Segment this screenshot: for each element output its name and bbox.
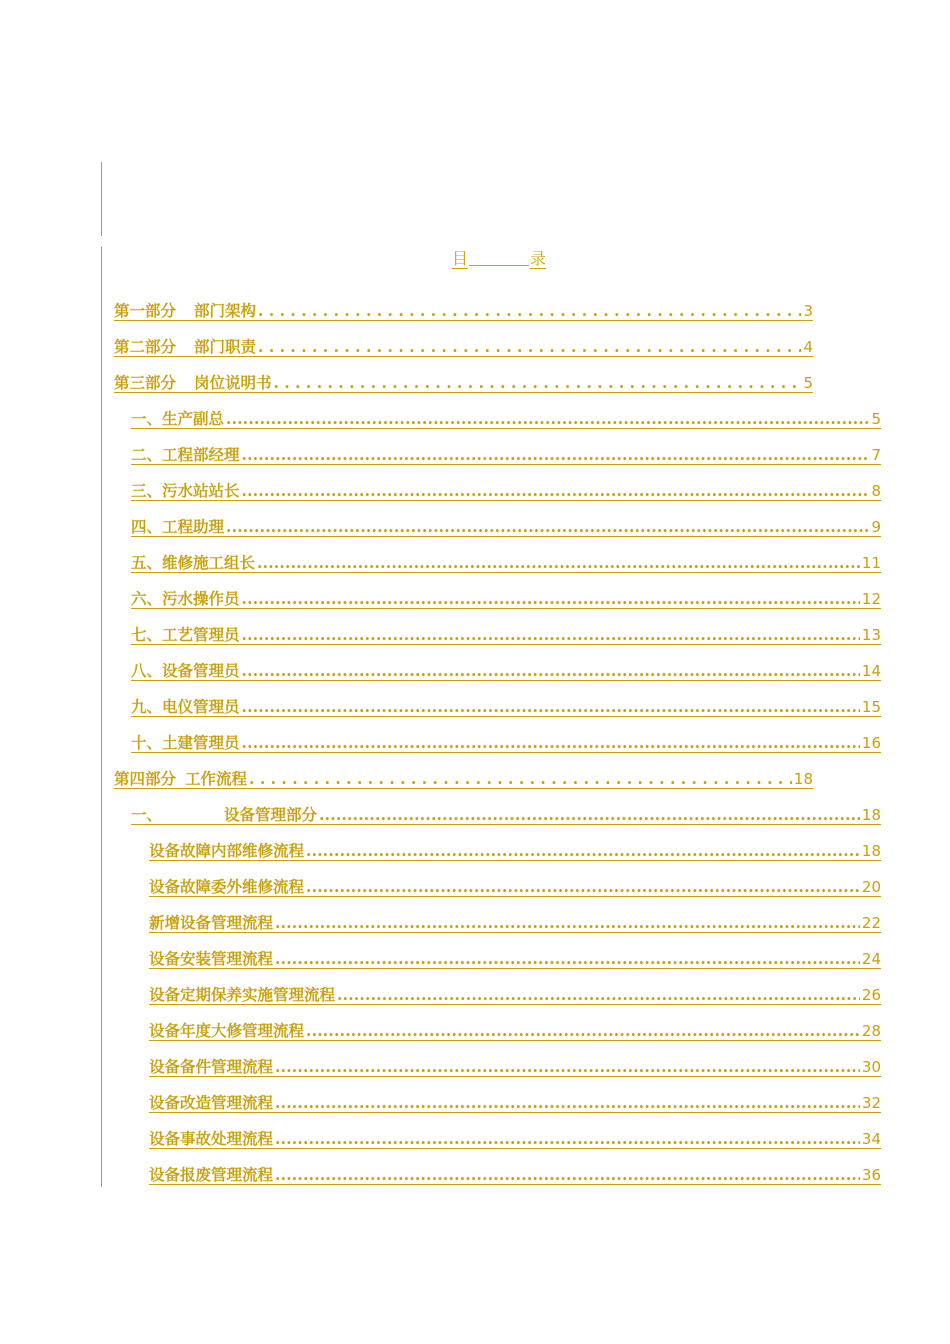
- toc-entry[interactable]: 八、设备管理员 ..... 14: [131, 660, 881, 681]
- toc-entry[interactable]: 九、电仪管理员 ..... 15: [131, 696, 881, 717]
- toc-entry[interactable]: 十、土建管理员 ..... 16: [131, 732, 881, 753]
- page-number: 9: [871, 518, 881, 536]
- toc-entry[interactable]: 一、生产副总 ..... 5: [131, 408, 881, 429]
- dot-leader: [257, 554, 860, 572]
- dot-leader: [226, 410, 869, 428]
- toc-entry[interactable]: 设备故障委外维修流程 ..... 20: [149, 876, 881, 897]
- page-number: 20: [861, 878, 881, 896]
- dot-leader: [275, 914, 860, 932]
- dot-leader: [258, 338, 801, 356]
- dot-leader: [275, 1166, 860, 1184]
- dot-leader: [306, 1022, 860, 1040]
- toc-entry[interactable]: 设备改造管理流程 ..... 32: [149, 1092, 881, 1113]
- dot-leader: [242, 734, 860, 752]
- page-number: 28: [861, 1022, 881, 1040]
- toc-entry[interactable]: 设备安装管理流程 ..... 24: [149, 948, 881, 969]
- page-number: 18: [861, 806, 881, 824]
- toc-entry[interactable]: 设备报废管理流程 ..... 36: [149, 1164, 881, 1185]
- page-number: 5: [803, 374, 813, 392]
- page-number: 22: [861, 914, 881, 932]
- toc-entry[interactable]: 五、维修施工组长 ..... 11: [131, 552, 881, 573]
- page-number: 14: [861, 662, 881, 680]
- toc-entry[interactable]: 新增设备管理流程 ..... 22: [149, 912, 881, 933]
- page-number: 5: [871, 410, 881, 428]
- page-number: 3: [803, 302, 813, 320]
- page-number: 15: [861, 698, 881, 716]
- dot-leader: [319, 806, 860, 824]
- page-number: 4: [803, 338, 813, 356]
- toc-entry-part-3[interactable]: 第三部分 岗位说明书 . . . 5: [114, 372, 813, 393]
- toc-entry-part-1[interactable]: 第一部分 部门架构 . . . 3: [114, 300, 813, 321]
- toc-entry[interactable]: 六、污水操作员 ..... 12: [131, 588, 881, 609]
- page-number: 8: [871, 482, 881, 500]
- page-number: 26: [861, 986, 881, 1004]
- toc-entry-part-4[interactable]: 第四部分 工作流程 . . . 18: [114, 768, 813, 789]
- toc-entry[interactable]: 设备备件管理流程 ..... 30: [149, 1056, 881, 1077]
- page-number: 32: [861, 1094, 881, 1112]
- toc-entry[interactable]: 三、污水站站长 ..... 8: [131, 480, 881, 501]
- page-number: 34: [861, 1130, 881, 1148]
- toc-entry-part-2[interactable]: 第二部分 部门职责 . . . 4: [114, 336, 813, 357]
- toc-entry[interactable]: 设备事故处理流程 ..... 34: [149, 1128, 881, 1149]
- toc-entry[interactable]: 设备定期保养实施管理流程 ..... 26: [149, 984, 881, 1005]
- dot-leader: [242, 482, 870, 500]
- toc-entry[interactable]: 四、工程助理 ..... 9: [131, 516, 881, 537]
- dot-leader: [275, 950, 860, 968]
- page-number: 24: [861, 950, 881, 968]
- dot-leader: [275, 1130, 860, 1148]
- page-number: 36: [861, 1166, 881, 1184]
- dot-leader: [242, 446, 870, 464]
- dot-leader: [275, 1094, 860, 1112]
- toc-entry[interactable]: 二、工程部经理 ..... 7: [131, 444, 881, 465]
- page-number: 18: [793, 770, 813, 788]
- toc-entry[interactable]: 一、 设备管理部分 ..... 18: [131, 804, 881, 825]
- dot-leader: [306, 842, 860, 860]
- dot-leader: [242, 698, 860, 716]
- margin-bar: [101, 247, 102, 1187]
- dot-leader: [275, 1058, 860, 1076]
- dot-leader: [274, 374, 802, 392]
- toc-entry[interactable]: 设备年度大修管理流程 ..... 28: [149, 1020, 881, 1041]
- dot-leader: [226, 518, 869, 536]
- dot-leader: [242, 590, 860, 608]
- dot-leader: [242, 626, 860, 644]
- page-number: 7: [871, 446, 881, 464]
- toc-entry[interactable]: 设备故障内部维修流程 ..... 18: [149, 840, 881, 861]
- dot-leader: [249, 770, 792, 788]
- page-number: 30: [861, 1058, 881, 1076]
- dot-leader: [258, 302, 801, 320]
- page-number: 18: [861, 842, 881, 860]
- page-number: 13: [861, 626, 881, 644]
- page-number: 11: [861, 554, 881, 572]
- page-number: 16: [861, 734, 881, 752]
- dot-leader: [337, 986, 860, 1004]
- dot-leader: [306, 878, 860, 896]
- dot-leader: [242, 662, 860, 680]
- toc-title: 目 录: [452, 249, 547, 268]
- toc-entry[interactable]: 七、工艺管理员 ..... 13: [131, 624, 881, 645]
- page-number: 12: [861, 590, 881, 608]
- margin-bar: [101, 162, 102, 236]
